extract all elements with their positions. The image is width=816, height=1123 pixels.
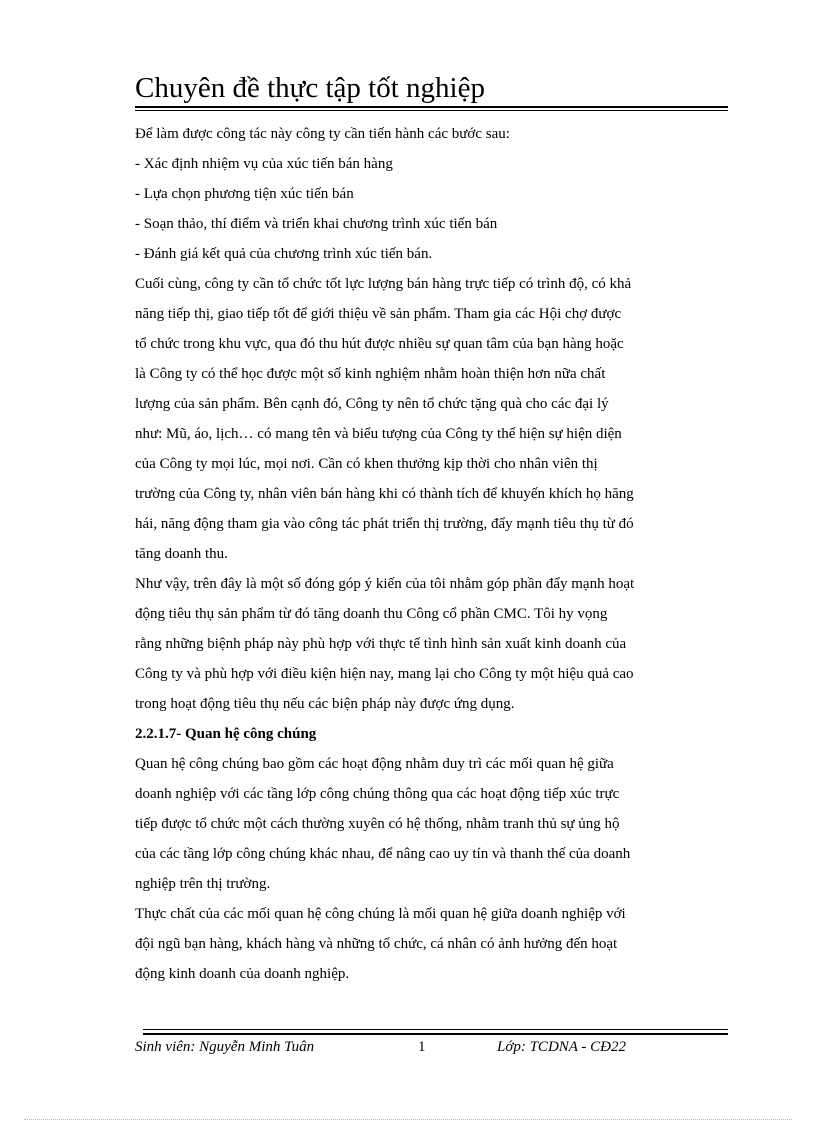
paragraph-line: trường của Công ty, nhân viên bán hàng khi có thành tích để khuyến khích họ hăng: [135, 486, 634, 502]
paragraph-line: năng tiếp thị, giao tiếp tốt để giới thiệu về sản phẩm. Tham gia các Hội chợ được: [135, 306, 622, 322]
footer-rule-bottom: [143, 1033, 728, 1035]
paragraph-line: trong hoạt động tiêu thụ nếu các biện pháp này được ứng dụng.: [135, 696, 515, 712]
document-body: [135, 119, 735, 989]
footer-rule-top: [143, 1029, 728, 1030]
paragraph-line: lượng của sản phẩm. Bên cạnh đó, Công ty nên tổ chức tặng quà cho các đại lý: [135, 396, 609, 412]
paragraph-line: là Công ty có thể học được một số kinh nghiệm nhằm hoàn thiện hơn nữa chất: [135, 366, 606, 382]
paragraph-line: đội ngũ bạn hàng, khách hàng và những tổ chức, cá nhân có ảnh hưởng đến hoạt: [135, 936, 618, 952]
paragraph-line: Như vậy, trên đây là một số đóng góp ý kiến của tôi nhằm góp phần đẩy mạnh hoạt: [135, 576, 635, 592]
footer-student-name: Sinh viên: Nguyễn Minh Tuân: [135, 1039, 315, 1055]
list-item: - Xác định nhiệm vụ của xúc tiến bán hàng: [135, 156, 393, 172]
paragraph-line: động tiêu thụ sản phẩm từ đó tăng doanh thu Công cổ phần CMC. Tôi hy vọng: [135, 606, 608, 622]
list-item: - Đánh giá kết quả của chương trình xúc tiến bán.: [135, 246, 433, 262]
paragraph-line: của Công ty mọi lúc, mọi nơi. Cần có khen thưởng kịp thời cho nhân viên thị: [135, 456, 598, 472]
paragraph-line: Quan hệ công chúng bao gồm các hoạt động nhằm duy trì các mối quan hệ giữa: [135, 756, 614, 772]
paragraph-line: doanh nghiệp với các tầng lớp công chúng thông qua các hoạt động tiếp xúc trực: [135, 786, 620, 802]
list-item: - Soạn thảo, thí điểm và triển khai chương trình xúc tiến bán: [135, 216, 498, 232]
list-item: - Lựa chọn phương tiện xúc tiến bán: [135, 186, 354, 202]
paragraph-line: Để làm được công tác này công ty cần tiến hành các bước sau:: [135, 126, 510, 142]
paragraph-line: tiếp được tổ chức một cách thường xuyên có hệ thống, nhằm tranh thủ sự ủng hộ: [135, 816, 620, 832]
paragraph-line: Thực chất của các mối quan hệ công chúng là mối quan hệ giữa doanh nghiệp với: [135, 906, 626, 922]
paragraph-line: tổ chức trong khu vực, qua đó thu hút được nhiều sự quan tâm của bạn hàng hoặc: [135, 336, 624, 352]
footer-class: Lớp: TCDNA - CĐ22: [497, 1039, 627, 1055]
paragraph-line: Cuối cùng, công ty cần tổ chức tốt lực lượng bán hàng trực tiếp có trình độ, có khả: [135, 276, 632, 292]
footer-page-number: 1: [418, 1039, 426, 1055]
paragraph-line: tăng doanh thu.: [135, 546, 228, 562]
paragraph-line: động kinh doanh của doanh nghiệp.: [135, 966, 350, 982]
page-title: Chuyên đề thực tập tốt nghiệp: [135, 72, 485, 104]
section-heading: 2.2.1.7- Quan hệ công chúng: [135, 726, 317, 742]
paragraph-line: rằng những biệnh pháp này phù hợp với thực tế tình hình sản xuất kinh doanh của: [135, 636, 627, 652]
paragraph-line: như: Mũ, áo, lịch… có mang tên và biểu tượng của Công ty thể hiện sự hiện diện: [135, 426, 622, 442]
paragraph-line: nghiệp trên thị trường.: [135, 876, 271, 892]
paragraph-line: của các tầng lớp công chúng khác nhau, để nâng cao uy tín và thanh thế của doanh: [135, 846, 631, 862]
paragraph-line: Công ty và phù hợp với điều kiện hiện nay, mang lại cho Công ty một hiệu quả cao: [135, 666, 634, 682]
header-rule-bottom: [135, 110, 728, 111]
page-boundary-dotted-line: [24, 1119, 792, 1120]
paragraph-line: hái, năng động tham gia vào công tác phát triển thị trường, đẩy mạnh tiêu thụ từ đó: [135, 516, 634, 532]
header-rule-top: [135, 106, 728, 108]
